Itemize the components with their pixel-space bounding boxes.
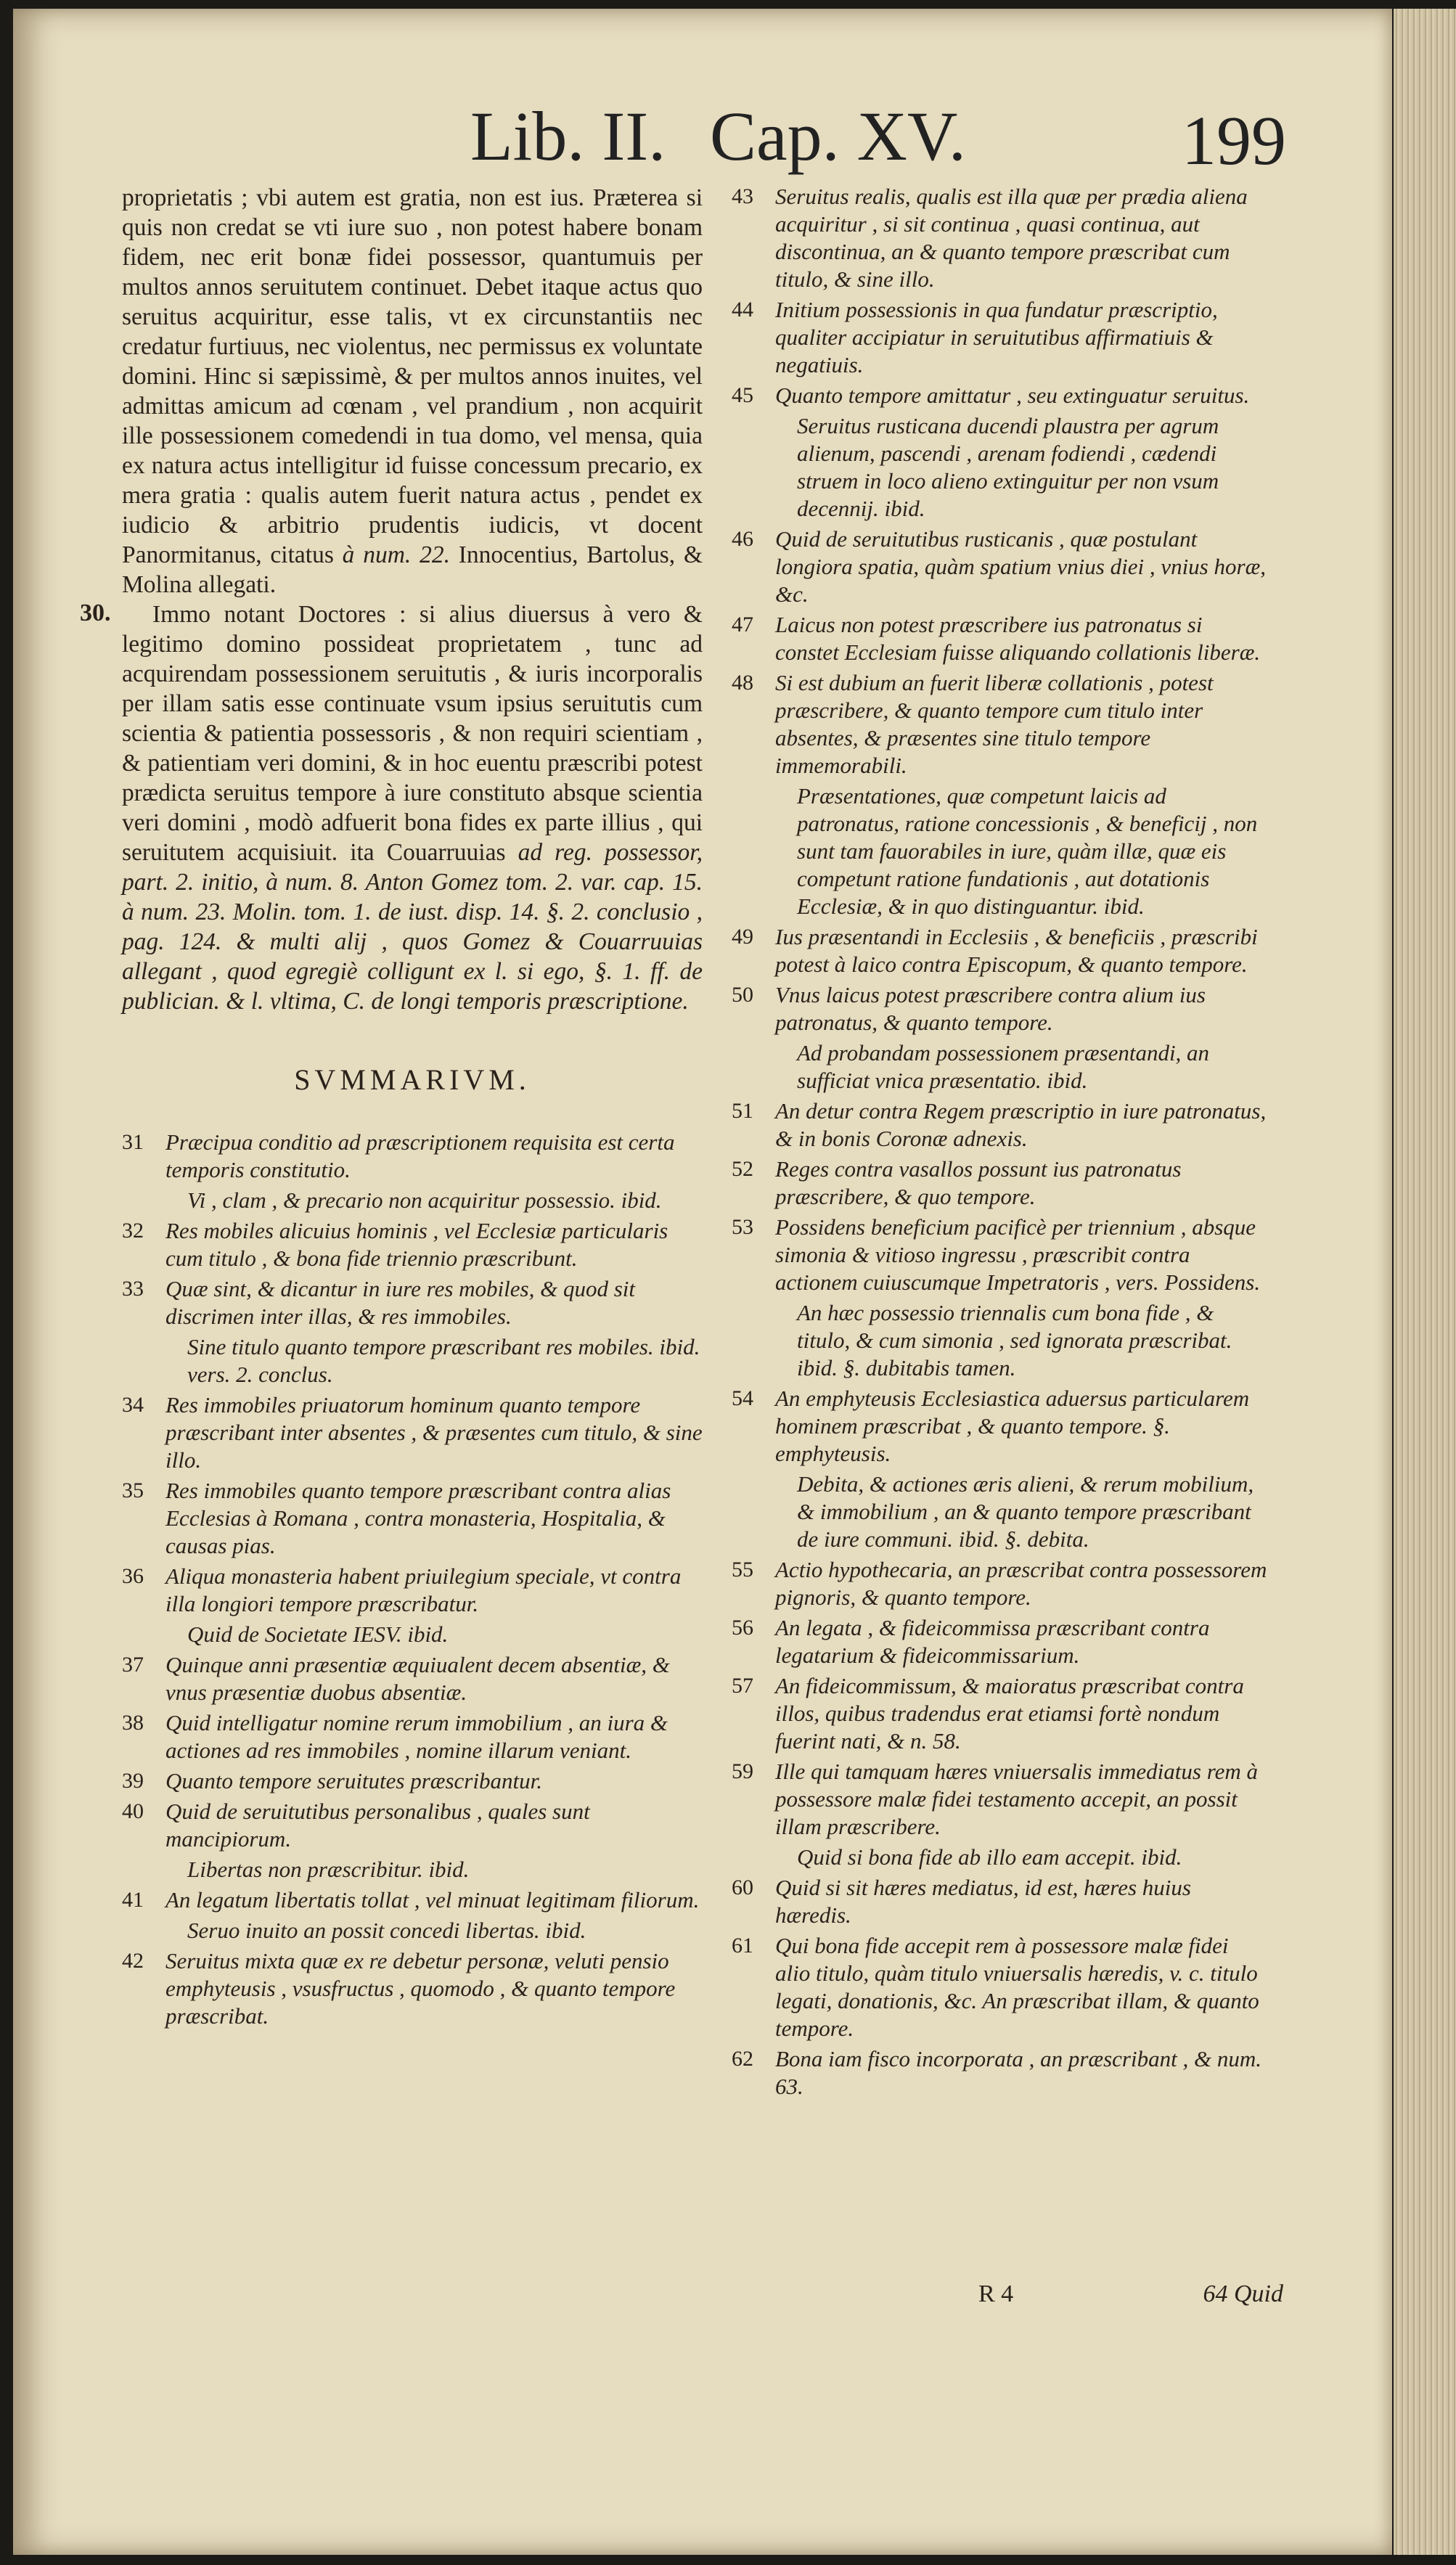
entry-number: 51	[732, 1099, 753, 1123]
entry-text: Quinque anni præsentiæ æquiualent decem absentiæ, & vnus præsentiæ duobus absentiæ.	[165, 1652, 670, 1705]
entry-text: Quid de seruitutibus personalibus , quales sunt mancipiorum.	[165, 1799, 590, 1852]
entry-text: An emphyteusis Ecclesiastica aduersus particularem hominem præscribat , & quanto tempore. §. emphyteusis.	[775, 1386, 1250, 1466]
catchword: 64 Quid	[1203, 2280, 1283, 2307]
entry-text: Possidens beneficium pacificè per triennium , absque simonia & vitioso ingressu , præscribit contra actionem cuiuscumque Impetratoris , vers. Possidens.	[775, 1214, 1261, 1295]
summary-entry	[732, 611, 1269, 666]
paragraph	[122, 600, 703, 1016]
summary-entry	[122, 1947, 703, 2030]
summary-entry	[122, 1563, 703, 1618]
entry-text: Debita, & actiones æris alieni, & rerum mobilium, & immobilium , an & quanto tempore præscribant de iure communi. ibid. §. debita.	[797, 1471, 1254, 1552]
summary-entry	[732, 2045, 1269, 2100]
entry-number: 45	[732, 383, 753, 407]
summary-entry	[732, 1874, 1269, 1929]
page-number: 199	[1182, 102, 1286, 179]
signature-mark: R 4	[978, 2280, 1014, 2307]
summary-subentry	[732, 412, 1269, 523]
summary-entry	[122, 1275, 703, 1330]
entry-text: Res immobiles quanto tempore præscribant contra alias Ecclesias à Romana , contra monasteria, Hospitalia, & causas pias.	[165, 1478, 671, 1558]
entry-number: 38	[122, 1711, 144, 1735]
summary-entry	[122, 1651, 703, 1706]
summary-entry	[122, 1798, 703, 1853]
entry-text: Seruo inuito an possit concedi libertas. ibid.	[187, 1918, 586, 1943]
citation: ad reg. possessor, part. 2. initio, à num. 8. Anton Gomez tom. 2. var. cap. 15. à num. 23. Molin. tom. 1. de iust. disp. 14. §. 2. conclusio , pag. 124. & multi alij , quos Gomez & Couarruuias allegant , quod egregiè colligunt ex l. si ego, §. 1. ff. de publician. & l. vltima, C. de longi temporis præscriptione.	[122, 839, 703, 1015]
chapter-number: Cap. XV.	[710, 97, 966, 175]
entry-text: Actio hypothecaria, an præscribat contra possessorem pignoris, & quanto tempore.	[775, 1557, 1267, 1610]
margin-section-number: 30.	[80, 600, 111, 626]
entry-number: 60	[732, 1875, 753, 1899]
paragraph-text: Immo notant Doctores : si alius diuersus à vero & legitimo domino possideat proprietatem , tunc ad acquirendam possessionem seruitutis , & iuris incorporalis per illam satis esse continuate vsum ipsius seruitutis cum scientia & patientia possessoris , & non requiri scientiam , & patientiam veri domini, & in hoc euentu præscribi potest prædicta seruitus tempore à iure constituto absque scientia veri domini , modò adfuerit bona fides ex parte illius , qui seruitutem acquisiuit. ita Couarruuias	[122, 601, 703, 866]
summary-entry	[732, 1672, 1269, 1755]
summary-entry	[732, 981, 1269, 1036]
summary-subentry	[122, 1187, 703, 1214]
entry-number: 48	[732, 671, 753, 695]
paragraph-text: Innocentius, Bartolus, & Molina allegati.	[122, 541, 703, 598]
entry-number: 62	[732, 2047, 753, 2071]
entry-number: 50	[732, 983, 753, 1007]
summary-entry	[732, 525, 1269, 608]
entry-number: 40	[122, 1799, 144, 1823]
entry-number: 55	[732, 1558, 753, 1582]
entry-text: Bona iam fisco incorporata , an præscribant , & num. 63.	[775, 2046, 1261, 2099]
left-column	[80, 183, 703, 2033]
book-number: Lib. II.	[470, 97, 666, 175]
entry-number: 39	[122, 1769, 144, 1793]
summary-subentry	[732, 782, 1269, 920]
entry-text: Seruitus rusticana ducendi plaustra per agrum alienum, pascendi , arenam fodiendi , cædendi struem in loco alieno extinguitur per non vsum decennij. ibid.	[797, 413, 1219, 521]
book-page	[13, 9, 1392, 2555]
entry-number: 36	[122, 1564, 144, 1588]
entry-number: 35	[122, 1478, 144, 1502]
entry-text: Quid si bona fide ab illo eam accepit. ibid.	[797, 1844, 1182, 1870]
entry-text: Præcipua conditio ad præscriptionem requisita est certa temporis constitutio.	[165, 1129, 675, 1182]
summary-entry	[732, 1758, 1269, 1841]
summary-list	[122, 1129, 703, 2030]
summary-entry	[732, 1385, 1269, 1468]
entry-text: Quid intelligatur nomine rerum immobilium , an iura & actiones ad res immobiles , nomine illarum veniant.	[165, 1710, 668, 1763]
entry-text: Aliqua monasteria habent priuilegium speciale, vt contra illa longiori tempore præscribatur.	[165, 1563, 682, 1616]
entry-number: 61	[732, 1934, 753, 1958]
entry-text: Vnus laicus potest præscribere contra alium ius patronatus, & quanto tempore.	[775, 982, 1206, 1035]
summary-subentry	[732, 1844, 1269, 1871]
entry-text: Ad probandam possessionem præsentandi, an sufficiat vnica præsentatio. ibid.	[797, 1040, 1210, 1093]
summary-subentry	[732, 1470, 1269, 1553]
summary-entry	[122, 1391, 703, 1474]
summary-entry	[122, 1709, 703, 1764]
running-head	[420, 96, 1286, 183]
summary-entry	[122, 1129, 703, 1184]
summary-subentry	[122, 1917, 703, 1944]
summary-subentry	[122, 1333, 703, 1388]
entry-number: 32	[122, 1219, 144, 1243]
entry-text: Qui bona fide accepit rem à possessore malæ fidei alio titulo, quàm titulo vniuersalis hæredis, v. c. titulo legati, donationis, &c. An præscribat illam, & quanto tempore.	[775, 1933, 1259, 2041]
summary-entry	[122, 1477, 703, 1560]
paragraph	[122, 183, 703, 600]
entry-text: Initium possessionis in qua fundatur præscriptio, qualiter accipiatur in seruitutibus affirmatiuis & negatiuis.	[775, 297, 1218, 377]
entry-text: Quanto tempore seruitutes præscribantur.	[165, 1768, 542, 1793]
right-column	[732, 183, 1269, 2103]
summary-subentry	[732, 1299, 1269, 1382]
summary-entry	[732, 183, 1269, 293]
entry-number: 47	[732, 613, 753, 637]
entry-text: Sine titulo quanto tempore præscribant res mobiles. ibid. vers. 2. conclus.	[187, 1334, 700, 1387]
summary-list	[732, 183, 1269, 2100]
entry-text: Quid de Societate IESV. ibid.	[187, 1621, 449, 1647]
entry-text: Res immobiles priuatorum hominum quanto tempore præscribant inter absentes , & præsentes cum titulo, & sine illo.	[165, 1392, 703, 1473]
entry-text: Quæ sint, & dicantur in iure res mobiles, & quod sit discrimen inter illas, & res immobiles.	[165, 1276, 635, 1329]
entry-number: 59	[732, 1759, 753, 1783]
page-footer	[978, 2280, 1356, 2324]
entry-text: Si est dubium an fuerit liberæ collationis , potest præscribere, & quanto tempore cum titulo inter absentes, & præsentes sine titulo tempore immemorabili.	[775, 670, 1214, 778]
entry-text: An hæc possessio triennalis cum bona fide , & titulo, & cum simonia , sed ignorata præscribat. ibid. §. dubitabis tamen.	[797, 1300, 1232, 1380]
page-edges	[1394, 9, 1456, 2555]
entry-number: 41	[122, 1888, 144, 1912]
entry-text: Quid de seruitutibus rusticanis , quæ postulant longiora spatia, quàm spatium vnius diei , vnius horæ, &c.	[775, 526, 1266, 607]
entry-text: Ille qui tamquam hæres vniuersalis immediatus rem à possessore malæ fidei testamento accepit, an possit illam præscribere.	[775, 1759, 1259, 1839]
citation: à num. 22.	[342, 541, 450, 568]
summary-entry	[122, 1217, 703, 1272]
entry-text: Reges contra vasallos possunt ius patronatus præscribere, & quo tempore.	[775, 1156, 1182, 1209]
entry-text: Seruitus mixta quæ ex re debetur personæ, veluti pensio emphyteusis , vsusfructus , quomodo , & quanto tempore præscribat.	[165, 1948, 676, 2029]
entry-text: An legatum libertatis tollat , vel minuat legitimam filiorum.	[165, 1887, 700, 1912]
entry-number: 57	[732, 1674, 753, 1698]
summary-entry	[732, 1097, 1269, 1153]
entry-text: Libertas non præscribitur. ibid.	[187, 1857, 470, 1882]
entry-number: 34	[122, 1393, 144, 1417]
summary-entry	[732, 382, 1269, 409]
entry-text: Laicus non potest præscribere ius patronatus si constet Ecclesiam fuisse aliquando collationis liberæ.	[775, 612, 1261, 665]
entry-number: 46	[732, 527, 753, 551]
entry-text: An detur contra Regem præscriptio in iure patronatus, & in bonis Coronæ adnexis.	[775, 1098, 1267, 1151]
entry-text: Præsentationes, quæ competunt laicis ad patronatus, ratione concessionis , & beneficij , non sunt tam fauorabiles in iure, quàm illæ, quæ eis competunt ratione fundationis , aut dotationis Ecclesiæ, & in quo distinguantur. ibid.	[797, 783, 1258, 919]
entry-number: 49	[732, 925, 753, 949]
entry-text: Seruitus realis, qualis est illa quæ per prædia aliena acquiritur , si sit continua , quasi continua, aut discontinua, an & quanto tempore præscribat cum titulo, & sine illo.	[775, 184, 1248, 292]
paragraph-text: proprietatis ; vbi autem est gratia, non est ius. Præterea si quis non credat se vti iure suo , non potest habere bonam fidem, nec erit bonæ fidei possessor, quantumuis per multos annos seruitutem continuet. Debet itaque actus quo seruitus acquiritur, esse talis, vt ex circunstantiis nec credatur furtiuus, nec violentus, nec permissus ex voluntate domini. Hinc si sæpissimè, & per multos annos inuites, vel admittas amicum ad cœnam , vel prandium , non acquirit ille possessionem comedendi in tua domo, vel mensa, quia ex natura actus intelligitur id fuisse concessum precario, ex mera gratia : qualis autem fuerit natura actus , pendet ex iudicio & arbitrio prudentis iudicis, vt docent Panormitanus, citatus	[122, 184, 703, 568]
entry-number: 44	[732, 298, 753, 322]
summary-subentry	[732, 1039, 1269, 1095]
entry-text: Res mobiles alicuius hominis , vel Ecclesiæ particularis cum titulo , & bona fide triennio præscribunt.	[165, 1218, 668, 1271]
entry-number: 37	[122, 1653, 144, 1677]
entry-text: Quanto tempore amittatur , seu extinguatur seruitus.	[775, 382, 1250, 408]
summary-entry	[122, 1767, 703, 1795]
entry-text: An legata , & fideicommissa præscribant contra legatarium & fideicommissarium.	[775, 1615, 1210, 1668]
summary-heading: SVMMARIVM.	[294, 1063, 531, 1096]
summary-entry	[732, 669, 1269, 780]
summary-entry	[732, 1614, 1269, 1669]
entry-text: Vi , clam , & precario non acquiritur possessio. ibid.	[187, 1187, 662, 1213]
entry-number: 53	[732, 1215, 753, 1239]
summary-entry	[732, 923, 1269, 978]
summary-entry	[732, 1155, 1269, 1211]
entry-text: An fideicommissum, & maioratus præscribat contra illos, quibus tradendus erat etiamsi fortè nondum fuerint nati, & n. 58.	[775, 1673, 1244, 1754]
entry-text: Ius præsentandi in Ecclesiis , & beneficiis , præscribi potest à laico contra Episcopum, & quanto tempore.	[775, 924, 1258, 977]
summary-entry	[732, 1932, 1269, 2042]
entry-number: 56	[732, 1616, 753, 1640]
summary-entry	[732, 296, 1269, 379]
summary-entry	[732, 1214, 1269, 1296]
entry-number: 52	[732, 1157, 753, 1181]
entry-number: 31	[122, 1130, 144, 1154]
entry-number: 42	[122, 1949, 144, 1973]
entry-number: 54	[732, 1386, 753, 1410]
entry-text: Quid si sit hæres mediatus, id est, hæres huius hæredis.	[775, 1875, 1191, 1928]
entry-number: 43	[732, 184, 753, 208]
summary-entry	[122, 1886, 703, 1914]
entry-number: 33	[122, 1277, 144, 1301]
summary-subentry	[122, 1621, 703, 1648]
summary-subentry	[122, 1856, 703, 1883]
summary-entry	[732, 1556, 1269, 1611]
